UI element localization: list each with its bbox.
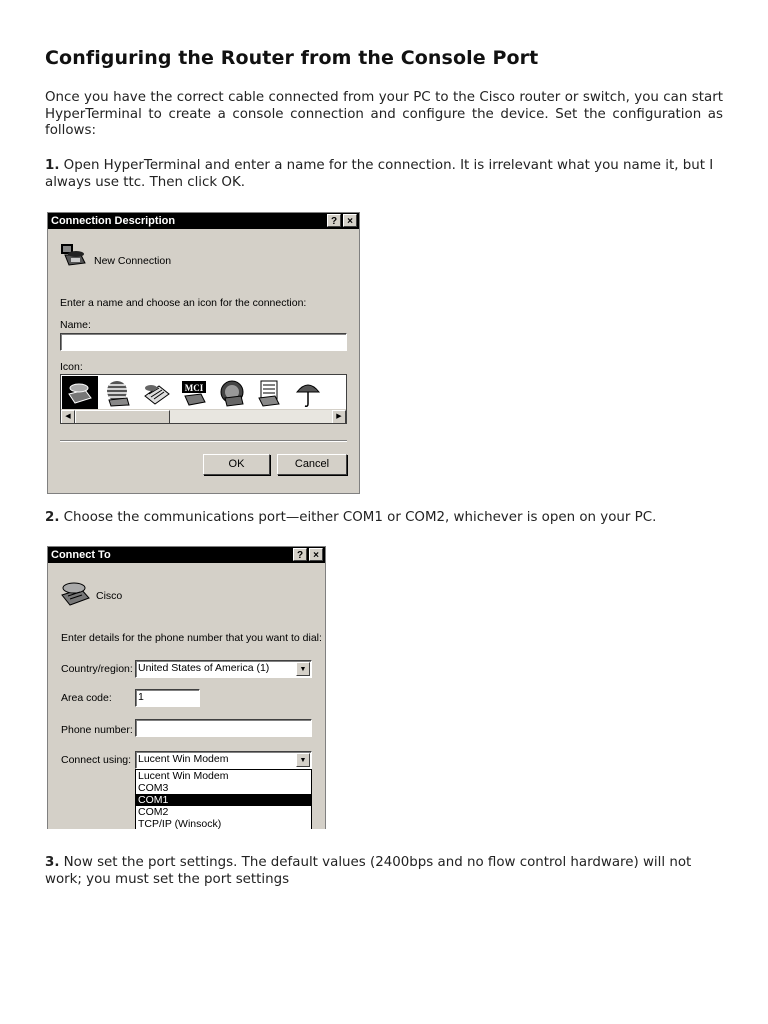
step-2-text: Choose the communications port—either COM1 or COM2, whichever is open on your PC. <box>59 510 657 525</box>
help-button[interactable]: ? <box>327 214 341 227</box>
chevron-down-icon[interactable]: ▼ <box>296 662 310 676</box>
close-button[interactable]: × <box>343 214 357 227</box>
dialog-title: Connection Description <box>51 215 176 227</box>
name-input[interactable] <box>60 333 347 351</box>
intro-paragraph: Once you have the correct cable connected from your PC to the Cisco router or switch, you can start HyperTerminal to create a console connection and configure the device. Set the configuration as follows: <box>45 90 723 138</box>
connect-to-dialog <box>47 546 326 829</box>
country-select[interactable] <box>135 660 312 678</box>
cisco-connection-icon <box>59 579 93 607</box>
name-label: Name: <box>60 319 91 331</box>
step-2-number: 2. <box>45 510 60 525</box>
umbrella-icon[interactable] <box>293 378 323 408</box>
dialog-titlebar <box>48 213 359 229</box>
area-code-input[interactable]: 1 <box>135 689 200 707</box>
icon-label: Icon: <box>60 361 83 373</box>
option-com3[interactable]: COM3 <box>138 782 169 794</box>
help-button[interactable]: ? <box>293 548 307 561</box>
icon-scrollbar[interactable] <box>61 409 346 423</box>
connect-using-dropdown[interactable] <box>135 769 312 829</box>
connect-using-select[interactable] <box>135 751 312 769</box>
document-phone-icon[interactable] <box>255 378 285 408</box>
phone-number-input[interactable] <box>135 719 312 737</box>
connection-description-dialog <box>47 212 360 494</box>
icon-list[interactable] <box>60 374 347 424</box>
chevron-down-icon[interactable]: ▼ <box>296 753 310 767</box>
step-1-text: Open HyperTerminal and enter a name for the connection. It is irrelevant what you name it, but I always use ttc. Then click OK. <box>45 158 714 190</box>
close-button[interactable]: × <box>309 548 323 561</box>
ok-button[interactable]: OK <box>203 454 270 475</box>
globe-phone-icon[interactable] <box>103 378 133 408</box>
step-2 <box>45 510 723 527</box>
step-3-text: Now set the port settings. The default values (2400bps and no flow control hardware) will not work; you must set the port settings <box>45 855 692 887</box>
scroll-right-button[interactable]: ▶ <box>332 410 346 424</box>
instruction-text: Enter details for the phone number that you want to dial: <box>61 632 322 644</box>
step-3-number: 3. <box>45 855 60 870</box>
instruction-text: Enter a name and choose an icon for the connection: <box>60 297 307 309</box>
mci-icon[interactable] <box>179 378 209 408</box>
new-connection-icon <box>59 241 89 269</box>
option-tcpip-winsock[interactable]: TCP/IP (Winsock) <box>138 818 222 829</box>
area-code-label: Area code: <box>61 692 112 704</box>
connection-subtitle: New Connection <box>94 255 172 267</box>
page-title: Configuring the Router from the Console Port <box>45 47 539 69</box>
connect-using-label: Connect using: <box>61 754 132 766</box>
country-value: United States of America (1) <box>138 662 270 674</box>
step-1-number: 1. <box>45 158 60 173</box>
option-lucent-win-modem[interactable]: Lucent Win Modem <box>138 770 229 782</box>
dialog-titlebar <box>48 547 325 563</box>
connection-subtitle: Cisco <box>96 590 123 602</box>
country-label: Country/region: <box>61 663 133 675</box>
phone-number-label: Phone number: <box>61 724 133 736</box>
modem-phone-icon[interactable] <box>141 378 171 408</box>
dialog-separator <box>60 440 347 442</box>
dialog-title: Connect To <box>51 549 111 561</box>
scroll-thumb[interactable] <box>75 410 170 424</box>
ge-icon[interactable] <box>217 378 247 408</box>
step-1 <box>45 158 723 191</box>
phone-icon[interactable] <box>65 378 95 408</box>
step-3 <box>45 855 723 888</box>
option-com2[interactable]: COM2 <box>138 806 169 818</box>
scroll-left-button[interactable]: ◀ <box>61 410 75 424</box>
cancel-button[interactable]: Cancel <box>277 454 347 475</box>
mci-text: MCI <box>184 383 204 393</box>
connect-using-value: Lucent Win Modem <box>138 753 229 765</box>
option-com1[interactable]: COM1 <box>136 794 311 806</box>
